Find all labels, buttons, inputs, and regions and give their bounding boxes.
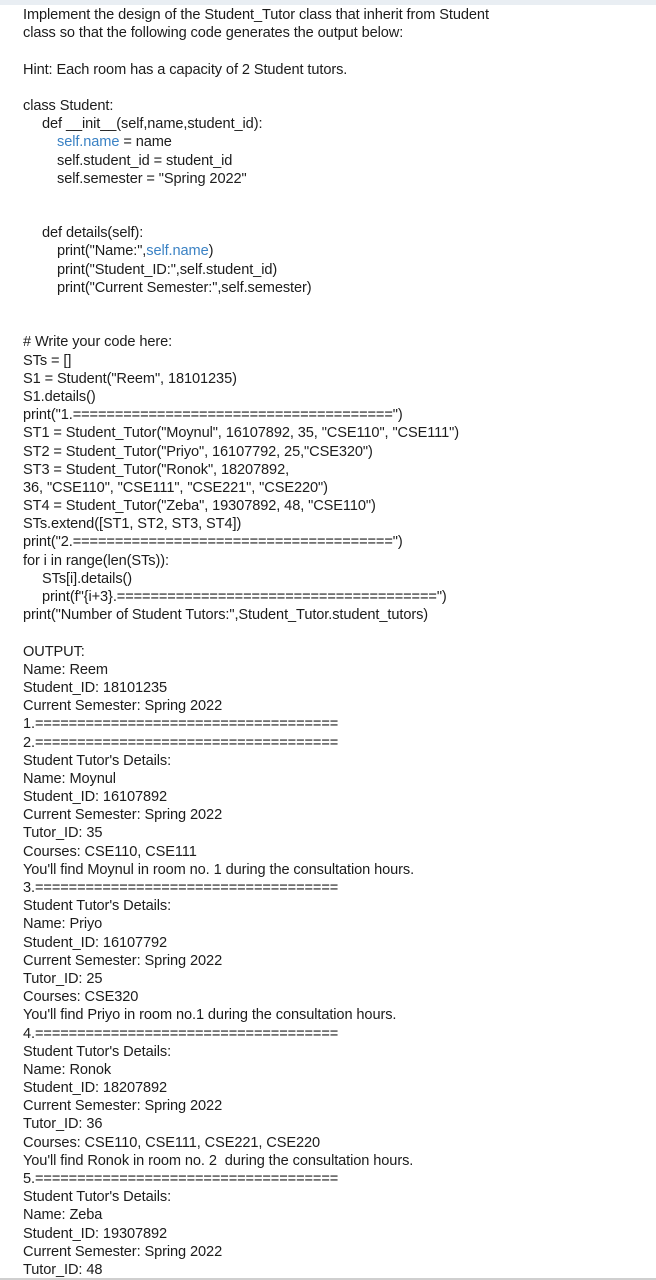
output-line: Student_ID: 19307892: [23, 1225, 168, 1242]
output-line: Current Semester: Spring 2022: [23, 952, 223, 969]
document-body: [23, 6, 643, 1279]
blank-line: [23, 42, 643, 60]
output-line: Current Semester: Spring 2022: [23, 698, 223, 715]
loop-body-print: print(f"{i+3}.======================================"): [42, 589, 447, 605]
output-line: Student Tutor's Details:: [23, 752, 172, 769]
code-line: S1 = Student("Reem", 18101235): [23, 370, 237, 387]
output-line: Student Tutor's Details:: [23, 1043, 172, 1060]
output-line: Current Semester: Spring 2022: [23, 1098, 223, 1115]
code-line: print("2.======================================"): [23, 534, 403, 551]
output-line: You'll find Priyo in room no.1 during the consultation hours.: [23, 1007, 397, 1024]
init-name-line: [23, 133, 643, 151]
output-line: Name: Zeba: [23, 1207, 103, 1224]
output-line: 1.====================================: [23, 716, 339, 733]
self-name-highlight: self.name: [57, 134, 120, 151]
output-line: Tutor_ID: 25: [23, 970, 103, 987]
name-assign: = name: [119, 134, 172, 151]
output-line: Name: Reem: [23, 661, 108, 678]
blank-line: [23, 79, 643, 97]
blank-line: [23, 624, 643, 642]
output-line: 2.====================================: [23, 734, 339, 751]
code-line: print("1.======================================"): [23, 407, 403, 424]
output-line: Courses: CSE320: [23, 989, 139, 1006]
output-line: Student_ID: 16107892: [23, 789, 168, 806]
output-line: Student Tutor's Details:: [23, 1189, 172, 1206]
details-print-id: print("Student_ID:",self.student_id): [57, 261, 278, 278]
output-line: Current Semester: Spring 2022: [23, 1243, 223, 1260]
output-line: Tutor_ID: 36: [23, 1116, 103, 1133]
prompt-line-2: class so that the following code generates the output below:: [23, 25, 404, 42]
blank-line: [23, 206, 643, 224]
output-line: Student Tutor's Details:: [23, 898, 172, 915]
output-line: 5.====================================: [23, 1171, 339, 1187]
code-line: for i in range(len(STs)):: [23, 552, 169, 569]
top-strip: [0, 0, 656, 5]
tutor-count-print: print("Number of Student Tutors:",Student_Tutor.student_tutors): [23, 607, 429, 624]
print-name-prefix: print("Name:",: [57, 243, 147, 260]
code-line: STs.extend([ST1, ST2, ST3, ST4]): [23, 516, 242, 533]
output-line: Tutor_ID: 35: [23, 825, 103, 842]
output-line: OUTPUT:: [23, 643, 85, 660]
output-line: 3.====================================: [23, 880, 339, 896]
output-line: Student_ID: 16107792: [23, 934, 168, 951]
output-line: 4.====================================: [23, 1025, 339, 1042]
code-line: # Write your code here:: [23, 334, 173, 351]
code-line: 36, "CSE110", "CSE111", "CSE221", "CSE220"): [23, 479, 328, 496]
blank-line: [23, 297, 643, 315]
output-line: Current Semester: Spring 2022: [23, 807, 223, 824]
code-line: STs = []: [23, 352, 72, 369]
output-line: Courses: CSE110, CSE111: [23, 843, 197, 860]
code-line: ST4 = Student_Tutor("Zeba", 19307892, 48, "CSE110"): [23, 498, 376, 515]
details-def: def details(self):: [42, 225, 144, 242]
output-section: [23, 643, 643, 1280]
output-line: Name: Priyo: [23, 916, 103, 933]
driver-code: [23, 333, 643, 569]
prompt-line-1: Implement the design of the Student_Tutor class that inherit from Student: [23, 7, 489, 23]
print-name-suffix: ): [208, 243, 214, 260]
output-line: Name: Moynul: [23, 770, 116, 787]
output-line: You'll find Ronok in room no. 2 during the consultation hours.: [23, 1152, 414, 1169]
init-id-line: self.student_id = student_id: [57, 152, 233, 169]
init-def: def __init__(self,name,student_id):: [42, 116, 263, 133]
code-line: ST3 = Student_Tutor("Ronok", 18207892,: [23, 461, 290, 478]
code-line: ST1 = Student_Tutor("Moynul", 16107892, 35, "CSE110", "CSE111"): [23, 425, 459, 442]
blank-line: [23, 188, 643, 206]
details-print-semester: print("Current Semester:",self.semester): [57, 279, 312, 296]
output-line: Tutor_ID: 48: [23, 1261, 103, 1278]
init-semester-line: self.semester = "Spring 2022": [57, 170, 247, 187]
code-line: S1.details(): [23, 388, 96, 405]
output-line: Courses: CSE110, CSE111, CSE221, CSE220: [23, 1134, 321, 1151]
loop-body-details: STs[i].details(): [42, 570, 133, 587]
output-line: You'll find Moynul in room no. 1 during the consultation hours.: [23, 861, 415, 878]
output-line: Student_ID: 18101235: [23, 679, 168, 696]
output-line: Name: Ronok: [23, 1061, 112, 1078]
hint-line: Hint: Each room has a capacity of 2 Student tutors.: [23, 61, 348, 78]
self-name-highlight: self.name: [146, 243, 209, 260]
details-print-name: [23, 242, 643, 260]
class-header: class Student:: [23, 97, 114, 114]
code-line: ST2 = Student_Tutor("Priyo", 16107792, 25,"CSE320"): [23, 443, 373, 460]
output-line: Student_ID: 18207892: [23, 1080, 168, 1097]
blank-line: [23, 315, 643, 333]
